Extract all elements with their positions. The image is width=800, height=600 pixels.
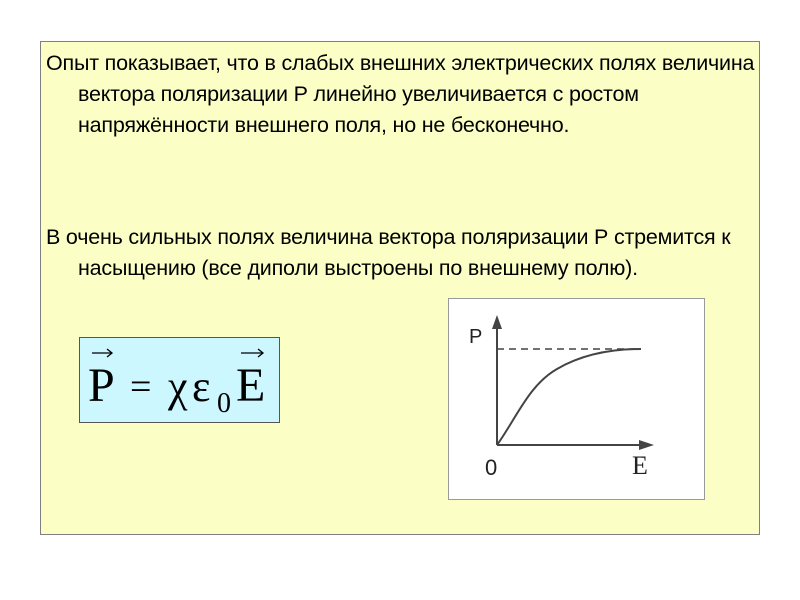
formula-lhs: P — [88, 359, 115, 412]
saturation-graph — [448, 298, 705, 500]
y-axis-label: P — [469, 326, 483, 348]
formula-chi: χ — [168, 362, 188, 411]
formula-epsilon: ε — [192, 362, 211, 411]
formula-equals: = — [130, 366, 152, 408]
paragraph-weak-fields: Опыт показывает, что в слабых внешних электрических полях величина вектора поляризации Р линейно увеличивается с ростом напряжённости внешнего поля, но не бесконечно. — [46, 51, 755, 137]
formula-subscript: 0 — [217, 388, 231, 419]
origin-label: 0 — [485, 455, 498, 480]
vector-arrow-p — [92, 349, 112, 357]
polarization-curve — [497, 349, 641, 445]
vector-arrow-e — [241, 349, 263, 357]
x-axis — [497, 440, 654, 450]
y-axis — [492, 315, 502, 445]
polarization-formula — [79, 337, 280, 423]
paragraph-strong-fields: В очень сильных полях величина вектора поляризации Р стремится к насыщению (все диполи выстроены по внешнему полю). — [46, 225, 731, 280]
x-axis-label: E — [632, 451, 648, 480]
formula-rhs: E — [236, 359, 266, 412]
